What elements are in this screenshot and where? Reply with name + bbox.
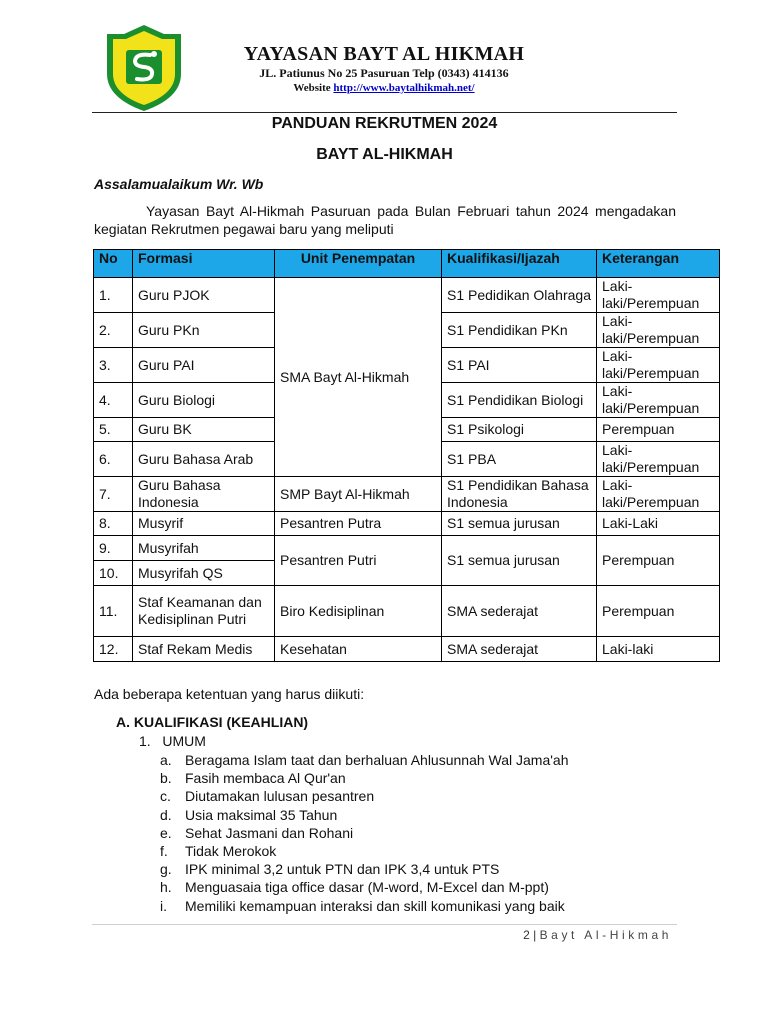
subsection-1-heading	[139, 733, 206, 749]
cell-no: 5.	[94, 418, 133, 442]
list-item-letter: c.	[160, 788, 171, 805]
cell-formasi: Guru Biologi	[133, 383, 275, 418]
recruitment-table	[93, 249, 720, 662]
cell-kualifikasi: S1 PBA	[442, 442, 597, 477]
cell-formasi: Guru Bahasa Indonesia	[133, 477, 275, 512]
section-a-heading	[116, 714, 308, 730]
cell-unit: SMP Bayt Al-Hikmah	[275, 477, 442, 512]
header-divider	[92, 112, 677, 113]
list-item	[160, 769, 569, 787]
cell-unit: Pesantren Putra	[275, 512, 442, 536]
cell-formasi: Guru BK	[133, 418, 275, 442]
list-item-letter: h.	[160, 879, 172, 896]
cell-keterangan: Laki-laki/Perempuan	[597, 348, 720, 383]
document-subtitle: BAYT AL-HIKMAH	[316, 146, 453, 163]
foundation-logo	[106, 24, 182, 112]
cell-no: 8.	[94, 512, 133, 536]
footer-text: Bayt Al-Hikmah	[539, 928, 672, 942]
cell-no: 2.	[94, 313, 133, 348]
list-item-text: Menguasaia tiga office dasar (M-word, M-Excel dan M-ppt)	[185, 879, 549, 896]
requirements-list	[160, 751, 569, 915]
cell-no: 7.	[94, 477, 133, 512]
cell-no: 12.	[94, 637, 133, 662]
cell-formasi: Staf Keamanan dan Kedisiplinan Putri	[133, 586, 275, 637]
list-item-text: IPK minimal 3,2 untuk PTN dan IPK 3,4 untuk PTS	[185, 861, 500, 878]
list-item	[160, 806, 569, 824]
table-row	[94, 512, 720, 536]
website-label: Website	[293, 82, 331, 94]
document-title: PANDUAN REKRUTMEN 2024	[271, 115, 498, 132]
list-item	[160, 842, 569, 860]
cell-keterangan: Laki-Laki	[597, 512, 720, 536]
org-address: JL. Patiunus No 25 Pasuruan Telp (0343) 414136	[259, 66, 509, 80]
list-item	[160, 824, 569, 842]
cell-formasi: Staf Rekam Medis	[133, 637, 275, 662]
list-item-letter: g.	[160, 861, 172, 878]
cell-kualifikasi: S1 Pendidikan PKn	[442, 313, 597, 348]
cell-formasi: Musyrif	[133, 512, 275, 536]
org-name: YAYASAN BAYT AL HIKMAH	[243, 43, 525, 65]
logo-dot	[151, 51, 157, 57]
table-row	[94, 278, 720, 313]
col-header-keterangan: Keterangan	[597, 250, 720, 278]
cell-kualifikasi: S1 Psikologi	[442, 418, 597, 442]
cell-kualifikasi: SMA sederajat	[442, 586, 597, 637]
cell-keterangan: Perempuan	[597, 536, 720, 586]
greeting: Assalamualaikum Wr. Wb	[94, 176, 264, 192]
cell-keterangan: Laki-laki	[597, 637, 720, 662]
table-row	[94, 637, 720, 662]
table-row	[94, 477, 720, 512]
cell-formasi: Musyrifah QS	[133, 561, 275, 586]
website-link[interactable]: http://www.baytalhikmah.net/	[333, 82, 475, 94]
col-header-formasi: Formasi	[133, 250, 275, 278]
cell-keterangan: Laki-laki/Perempuan	[597, 383, 720, 418]
footer-divider	[92, 924, 677, 925]
list-item-text: Usia maksimal 35 Tahun	[185, 806, 338, 823]
subsection-1-label: 1.	[139, 733, 151, 749]
list-item-text: Tidak Merokok	[185, 842, 277, 859]
cell-unit: Kesehatan	[275, 637, 442, 662]
provisions-intro: Ada beberapa ketentuan yang harus diikuti:	[94, 686, 365, 702]
list-item-letter: a.	[160, 752, 172, 768]
cell-kualifikasi: S1 Pendidikan Bahasa Indonesia	[442, 477, 597, 512]
list-item	[160, 878, 569, 896]
page-number: 2	[523, 928, 530, 942]
table-row	[94, 536, 720, 561]
col-header-kualifikasi: Kualifikasi/Ijazah	[442, 250, 597, 278]
cell-formasi: Guru PKn	[133, 313, 275, 348]
col-header-unit: Unit Penempatan	[275, 250, 442, 278]
cell-no: 6.	[94, 442, 133, 477]
cell-formasi: Musyrifah	[133, 536, 275, 561]
cell-formasi: Guru PAI	[133, 348, 275, 383]
intro-paragraph: Yayasan Bayt Al-Hikmah Pasuruan pada Bulan Februari tahun 2024 mengadakan kegiatan Rekrutmen pegawai baru yang meliputi	[94, 203, 676, 237]
cell-kualifikasi: S1 semua jurusan	[442, 536, 597, 586]
org-website	[190, 81, 578, 96]
cell-formasi: Guru PJOK	[133, 278, 275, 313]
section-a-title: KUALIFIKASI (KEAHLIAN)	[133, 714, 309, 730]
list-item	[160, 751, 569, 769]
list-item-text: Diutamakan lulusan pesantren	[185, 788, 375, 805]
list-item	[160, 860, 569, 878]
cell-keterangan: Laki-laki/Perempuan	[597, 477, 720, 512]
cell-no: 3.	[94, 348, 133, 383]
cell-unit: Pesantren Putri	[275, 536, 442, 586]
cell-kualifikasi: S1 PAI	[442, 348, 597, 383]
list-item	[160, 897, 569, 915]
cell-keterangan: Perempuan	[597, 418, 720, 442]
footer-separator: |	[533, 928, 537, 942]
cell-kualifikasi: S1 Pedidikan Olahraga	[442, 278, 597, 313]
cell-kualifikasi: SMA sederajat	[442, 637, 597, 662]
section-a-label: A.	[116, 714, 130, 730]
list-item-text: Fasih membaca Al Qur'an	[185, 770, 346, 787]
cell-keterangan: Perempuan	[597, 586, 720, 637]
list-item-text: Sehat Jasmani dan Rohani	[185, 824, 354, 841]
col-header-no: No	[94, 250, 133, 278]
list-item-letter: b.	[160, 770, 172, 787]
cell-unit: Biro Kedisiplinan	[275, 586, 442, 637]
page-footer	[523, 928, 672, 942]
cell-kualifikasi: S1 semua jurusan	[442, 512, 597, 536]
cell-unit: SMA Bayt Al-Hikmah	[275, 278, 442, 477]
cell-no: 11.	[94, 586, 133, 637]
list-item-text: Memiliki kemampuan interaksi dan skill komunikasi yang baik	[185, 897, 565, 914]
cell-keterangan: Laki-laki/Perempuan	[597, 442, 720, 477]
table-row	[94, 586, 720, 637]
list-item-text: Beragama Islam taat dan berhaluan Ahlusunnah Wal Jama'ah	[185, 752, 569, 768]
table-header-row	[94, 250, 720, 278]
cell-no: 1.	[94, 278, 133, 313]
list-item-letter: i.	[160, 897, 167, 914]
cell-keterangan: Laki-laki/Perempuan	[597, 278, 720, 313]
subsection-1-title: UMUM	[162, 733, 206, 749]
cell-no: 4.	[94, 383, 133, 418]
cell-no: 9.	[94, 536, 133, 561]
cell-kualifikasi: S1 Pendidikan Biologi	[442, 383, 597, 418]
cell-keterangan: Laki-laki/Perempuan	[597, 313, 720, 348]
cell-formasi: Guru Bahasa Arab	[133, 442, 275, 477]
list-item	[160, 787, 569, 805]
letterhead	[190, 42, 578, 96]
list-item-letter: e.	[160, 824, 172, 841]
list-item-letter: d.	[160, 806, 172, 823]
list-item-letter: f.	[160, 842, 168, 859]
cell-no: 10.	[94, 561, 133, 586]
